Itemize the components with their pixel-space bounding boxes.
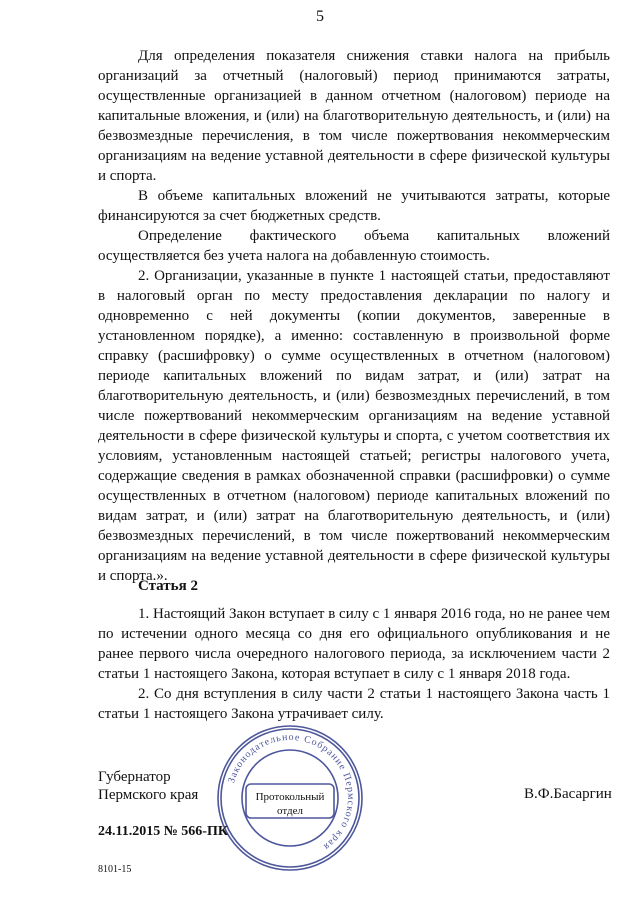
signatory-title bbox=[98, 768, 198, 804]
article-2-heading: Статья 2 bbox=[138, 578, 198, 594]
paragraph: Для определения показателя снижения ставки налога на прибыль организаций за отчетный (налоговый) период принимаются затраты, осуществленные организацией в данном отчетном (налоговом) периоде на капитальные вложения, и (или) на благотворительную деятельность, и (или) на безвозмездные перечисления, в том числе пожертвования некоммерческим организациям на ведение уставной деятельности в сфере физической культуры и спорта. bbox=[98, 48, 610, 184]
signatory-title-line: Губернатор bbox=[98, 769, 171, 785]
signatory-name: В.Ф.Басаргин bbox=[524, 786, 612, 802]
date-and-number: 24.11.2015 № 566-ПК bbox=[98, 824, 228, 839]
signatory-title-line: Пермского края bbox=[98, 787, 199, 803]
official-stamp bbox=[214, 722, 366, 874]
paragraph: 1. Настоящий Закон вступает в силу с 1 января 2016 года, но не ранее чем по истечении одного месяца со дня его официального опубликования и не ранее первого числа очередного налогового периода, за исключением части 2 статьи 1 настоящего Закона, которая вступает в силу с 1 января 2018 года. bbox=[98, 606, 610, 682]
paragraph: Определение фактического объема капитальных вложений осуществляется без учета налога на добавленную стоимость. bbox=[98, 228, 610, 264]
stamp-center-text: отдел bbox=[277, 805, 303, 817]
stamp-center-text: Протокольный bbox=[255, 791, 325, 803]
paragraph: В объеме капитальных вложений не учитываются затраты, которые финансируются за счет бюджетных средств. bbox=[98, 188, 610, 224]
page-number: 5 bbox=[316, 8, 324, 25]
article-2-body bbox=[98, 604, 610, 724]
stamp-ring-text: Законодательное Собрание Пермского края bbox=[226, 731, 357, 853]
paragraph: 2. Со дня вступления в силу части 2 статьи 1 настоящего Закона часть 1 статьи 1 настоящего Закона утрачивает силу. bbox=[98, 686, 610, 722]
article1-continuation bbox=[98, 46, 610, 586]
paragraph: 2. Организации, указанные в пункте 1 настоящей статьи, предоставляют в налоговый орган по месту предоставления декларации по налогу и одновременно с ней документы (копии документов, заверенные в установленном порядке), а именно: составленную в произвольной форме справку (расшифровку) о сумме осуществленных в отчетном (налоговом) периоде капитальных вложений по видам затрат, и (или) затрат на благотворительную деятельность, и (или) безвозмездных перечислений, в том числе пожертвований некоммерческим организациям на ведение уставной деятельности в сфере физической культуры и спорта, с учетом соответствия их условиям, установленным настоящей статьей; регистры налогового учета, содержащие сведения в рамках обозначенной справки (расшифровки) о сумме осуществленных в отчетном (налоговом) периоде капитальных вложений по видам затрат, и (или) затрат на благотворительную деятельность, и (или) безвозмездных перечислений, в том числе пожертвований некоммерческим организациям на ведение уставной деятельности в сфере физической культуры и спорта.». bbox=[98, 268, 610, 584]
document-code: 8101-15 bbox=[98, 864, 132, 875]
